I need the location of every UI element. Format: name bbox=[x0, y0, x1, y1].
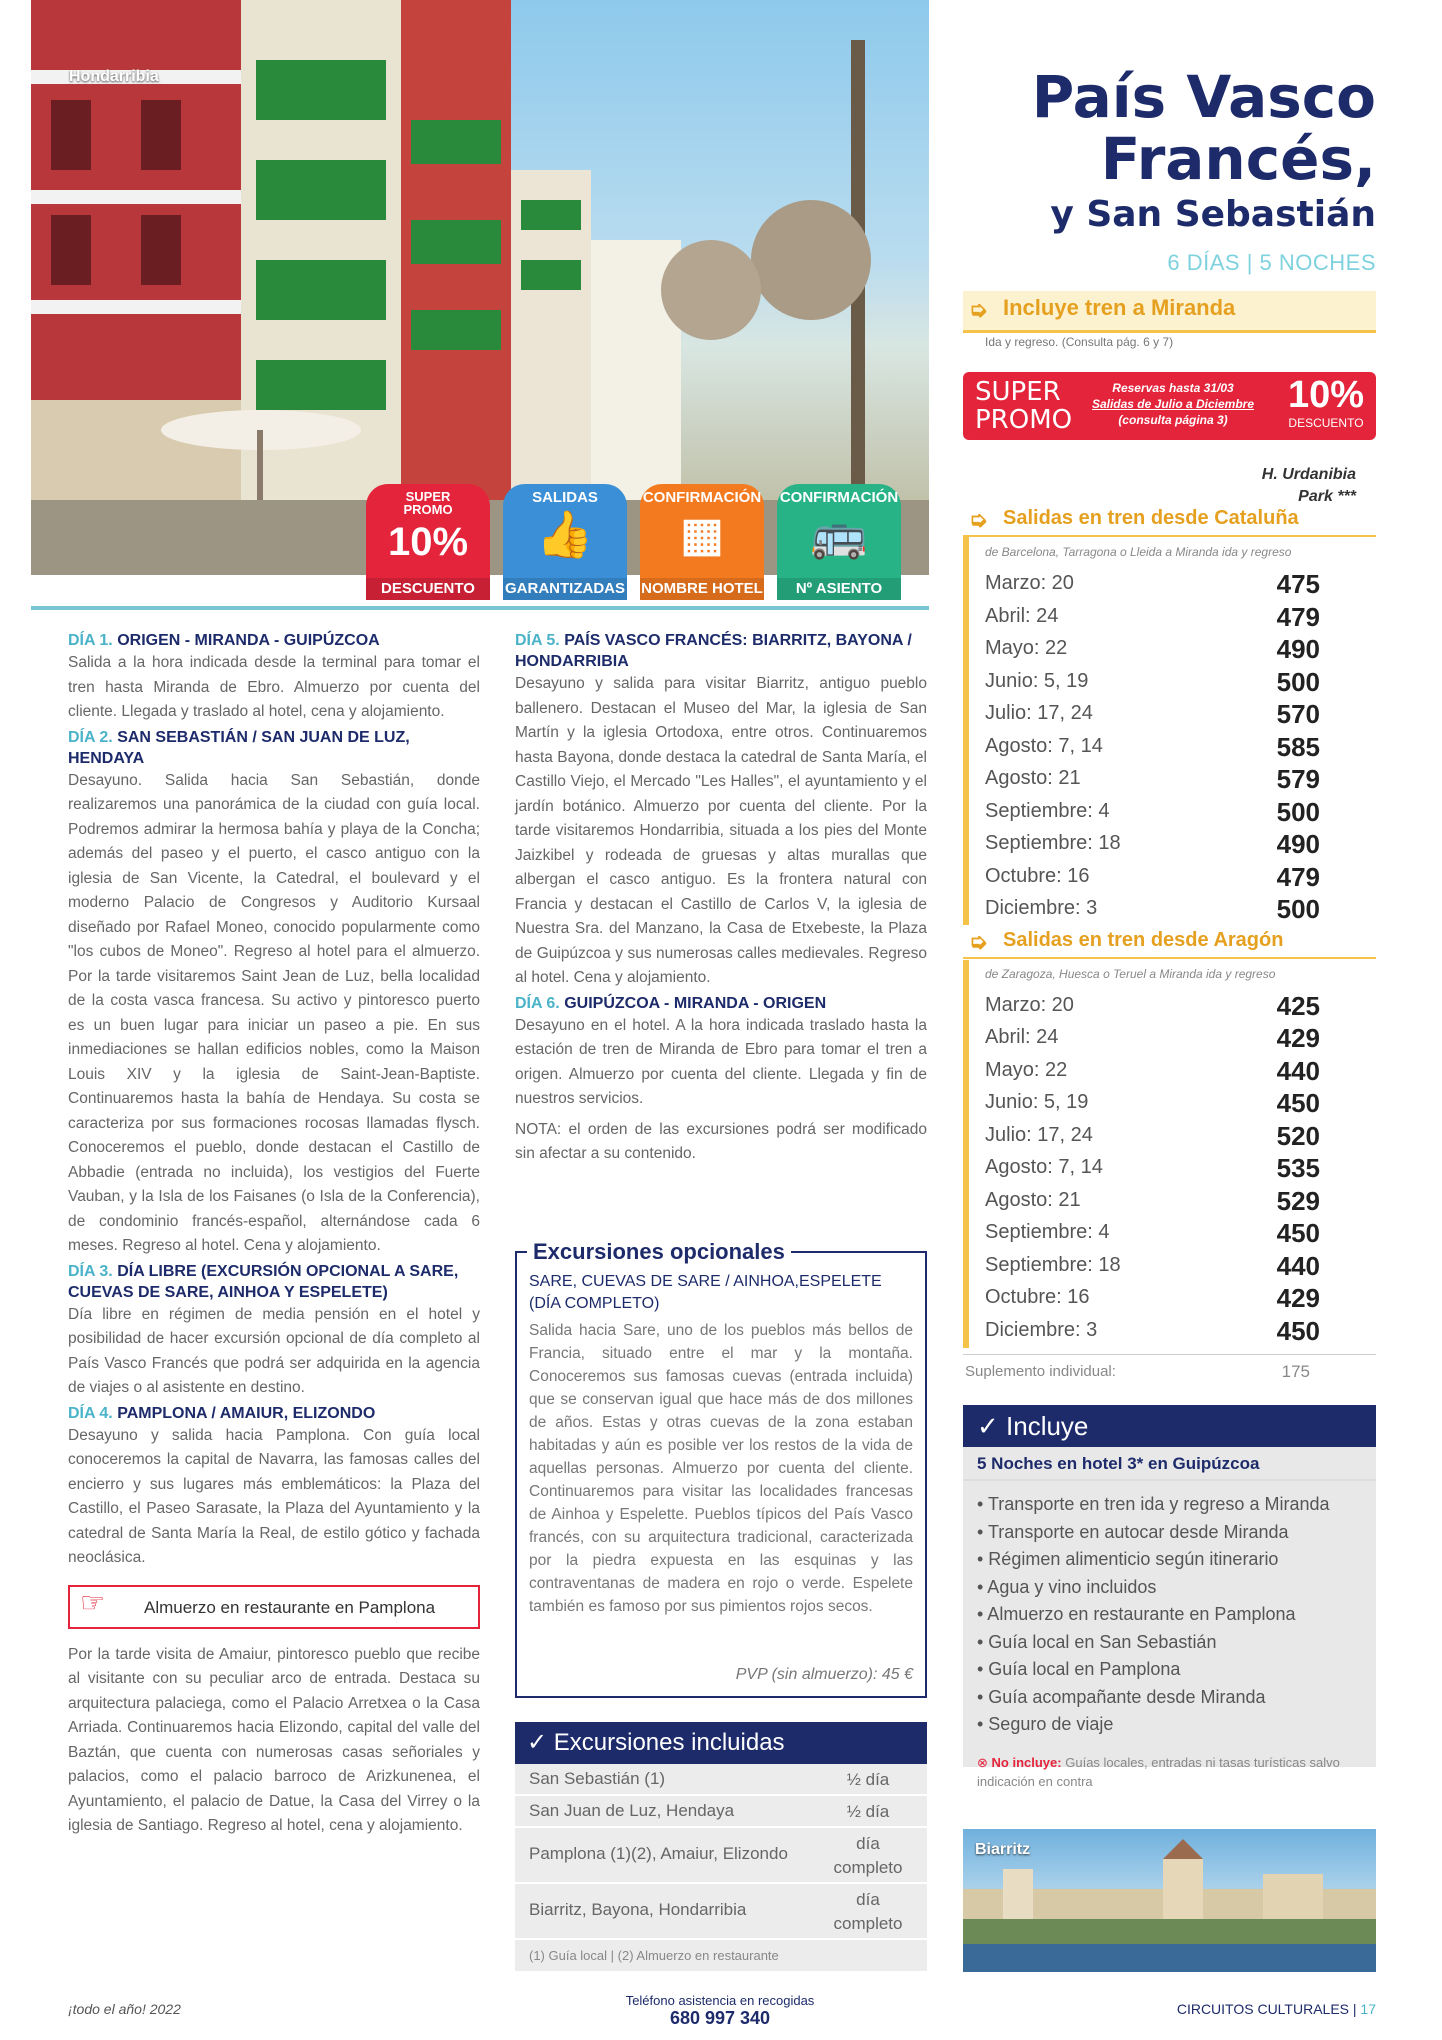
price: 490 bbox=[1276, 634, 1320, 664]
departure-date: Septiembre: 4 bbox=[985, 799, 1110, 822]
section-title: Salidas en tren desde Cataluña bbox=[1003, 507, 1299, 529]
price: 450 bbox=[1276, 1218, 1320, 1248]
day-heading: PAÍS VASCO FRANCÉS: BIARRITZ, BAYONA / HONDARRIBIA bbox=[515, 632, 912, 670]
day-1-text: Salida a la hora indicada desde la terminal para tomar el tren hasta Miranda de Ebro. Almuerzo por cuenta del cliente. Llegada y traslado al hotel, cena y alojamiento. bbox=[68, 654, 480, 720]
departure-date: Junio: 5, 19 bbox=[985, 669, 1089, 692]
excursion-row bbox=[515, 1796, 927, 1828]
departure-date: Diciembre: 3 bbox=[985, 897, 1098, 919]
day-heading: SAN SEBASTIÁN / SAN JUAN DE LUZ, HENDAYA bbox=[68, 728, 410, 767]
excursiones-incluidas bbox=[515, 1722, 927, 1971]
price-row bbox=[963, 1314, 1376, 1347]
suplemento-price: 175 bbox=[1281, 1362, 1310, 1381]
departure-date: Octubre: 16 bbox=[985, 864, 1090, 887]
almuerzo-callout bbox=[68, 1585, 480, 1629]
price: 579 bbox=[1276, 764, 1320, 794]
day-1-title bbox=[68, 630, 480, 651]
section-title: Salidas en tren desde Aragón bbox=[1003, 928, 1284, 951]
almuerzo-text: Almuerzo en restaurante en Pamplona bbox=[144, 1597, 436, 1617]
promo-percent: 10% bbox=[1287, 374, 1364, 416]
day-5-title bbox=[515, 630, 927, 672]
incluidas-title: ✓ Excursiones incluidas bbox=[515, 1722, 927, 1764]
pointing-hand-icon: ☞ bbox=[80, 1586, 106, 1618]
excursion-row bbox=[515, 1764, 927, 1796]
promo-label bbox=[975, 378, 1072, 434]
departure-date: Abril: 24 bbox=[985, 1026, 1059, 1048]
footer-left: ¡todo el año! 2022 bbox=[68, 2001, 181, 2017]
day-number: DÍA 3. bbox=[68, 1262, 113, 1280]
day-4-title bbox=[68, 1403, 480, 1424]
incluye-item: • Guía acompañante desde Miranda bbox=[977, 1686, 1266, 1707]
day-6-title bbox=[515, 993, 927, 1014]
footer-phone bbox=[600, 1993, 840, 2029]
badge-bottom-label: GARANTIZADAS bbox=[503, 578, 627, 600]
price: 440 bbox=[1276, 1055, 1320, 1086]
excursion-name: San Sebastián (1) bbox=[529, 1769, 666, 1788]
price: 475 bbox=[1276, 569, 1320, 599]
price: 585 bbox=[1276, 731, 1320, 762]
day-heading: ORIGEN - MIRANDA - GUIPÚZCOA bbox=[117, 632, 380, 649]
day-4-text: Desayuno y salida hacia Pamplona. Con guía local conoceremos la capital de Navarra, las famosas calles del encierro y sus lugares más emblemáticos: la Plaza del Castillo, el Paseo Sarasate, la Plaza del Ayuntamiento y la catedral de Santa María la Real, de estilo gótico y fachada neoclásica. bbox=[68, 1426, 480, 1566]
departure-date: Mayo: 22 bbox=[985, 637, 1068, 659]
price: 479 bbox=[1276, 601, 1320, 632]
price-row bbox=[963, 697, 1376, 730]
promo-conditions bbox=[1083, 380, 1263, 428]
opcional-text: Salida hacia Sare, uno de los pueblos más bellos de Francia, situado entre el mar y la montaña. Conoceremos sus famosas cuevas (entrada incluida) que se conservan igual que hace más de dos millones de años. Estas y otras cuevas de la zona estaban habitadas y aún es posible ver los restos de la vida de aquellas personas. Almuerzo por cuenta del cliente. Continuaremos para visitar las localidades francesas de Ainhoa y Espelette. Pueblos típicos del País Vasco francés, con su arquitectura tradicional, caracterizada por la piedra expuesta en las esquinas y las contraventanas de madera en rojo o verde. Espelete también es famoso por sus pimientos rojos secos. bbox=[529, 1322, 913, 1615]
page-number: 17 bbox=[1360, 2001, 1376, 2017]
departure-date: Diciembre: 3 bbox=[985, 1318, 1098, 1341]
footer-section: CIRCUITOS CULTURALES | bbox=[1176, 2001, 1357, 2017]
price: 500 bbox=[1276, 894, 1320, 924]
arrow-right-icon: ➭ bbox=[969, 928, 988, 954]
price-row bbox=[963, 567, 1376, 600]
departure-date: Marzo: 20 bbox=[985, 993, 1074, 1016]
departure-date: Abril: 24 bbox=[985, 604, 1059, 627]
badge-top-label: CONFIRMACIÓN bbox=[642, 489, 762, 506]
promo-condition-2: Salidas de Julio a Diciembre bbox=[1091, 397, 1255, 411]
price: 529 bbox=[1276, 1185, 1320, 1216]
incluye-item: • Transporte en tren ida y regreso a Miranda bbox=[977, 1494, 1330, 1514]
incluye-item: • Seguro de viaje bbox=[977, 1714, 1114, 1734]
price: 450 bbox=[1276, 1315, 1320, 1346]
price-row bbox=[963, 1281, 1376, 1314]
hotel-name-1: H. Urdanibia bbox=[1261, 466, 1356, 483]
suplemento-label: Suplemento individual: bbox=[965, 1363, 1116, 1380]
day-5-text: Desayuno y salida para visitar Biarritz, antiguo pueblo ballenero. Destacan el Museo del Mar, la iglesia de San Martín y la iglesia Ortodoxa, entre otros. Continuaremos hasta Bayona, donde destaca la catedral de Santa María, el Castillo Viejo, el Mercado "Les Halles", el ayuntamiento y el jardín botánico. Almuerzo por cuenta del cliente. Por la tarde visitaremos Hondarribia, situada a los pies del Monte Jaizkibel y rodeada de gruesas y altas murallas que albergan el casco antiguo. Es la frontera natural con Francia y destacan el Castillo de Carlos V, la iglesia de Nuestra Sra. del Manzano, la Casa de Etxebeste, la Plaza de Guipúzcoa y sus numerosas calles medievales. Regreso al hotel. Cena y alojamiento. bbox=[515, 675, 927, 986]
incluye-item: • Almuerzo en restaurante en Pamplona bbox=[977, 1604, 1296, 1624]
price-row bbox=[963, 1249, 1376, 1282]
price-table bbox=[963, 503, 1376, 1388]
excursion-duration: día completo bbox=[833, 1890, 903, 1933]
page-title bbox=[1031, 63, 1376, 276]
price-row bbox=[963, 1119, 1376, 1152]
thumbs-up-icon: 👍 bbox=[536, 508, 594, 560]
day-heading: DÍA LIBRE (EXCURSIÓN OPCIONAL A SARE, CUEVAS DE SARE, AINHOA Y ESPELETE) bbox=[68, 1262, 459, 1301]
departure-date: Marzo: 20 bbox=[985, 572, 1074, 594]
price: 479 bbox=[1276, 861, 1320, 892]
day-2-title bbox=[68, 727, 480, 769]
price-row bbox=[963, 989, 1376, 1022]
departure-date: Julio: 17, 24 bbox=[985, 702, 1093, 724]
incluidas-footnote: (1) Guía local | (2) Almuerzo en restaurante bbox=[515, 1940, 927, 1971]
no-incluye-label: No incluye: bbox=[991, 1754, 1062, 1770]
price-row bbox=[963, 860, 1376, 893]
price-row bbox=[963, 1151, 1376, 1184]
incluye-item: • Guía local en San Sebastián bbox=[977, 1631, 1217, 1652]
departure-date: Agosto: 21 bbox=[985, 767, 1081, 789]
price-row bbox=[963, 892, 1376, 925]
day-heading: GUIPÚZCOA - MIRANDA - ORIGEN bbox=[564, 994, 827, 1012]
departure-date: Septiembre: 18 bbox=[985, 1253, 1121, 1276]
departure-date: Junio: 5, 19 bbox=[985, 1091, 1089, 1113]
excursion-duration: ½ día bbox=[846, 1802, 890, 1821]
promo-label-2: PROMO bbox=[975, 405, 1073, 435]
badge-asiento bbox=[777, 484, 901, 600]
departure-date: Agosto: 7, 14 bbox=[985, 734, 1103, 757]
price: 500 bbox=[1276, 666, 1320, 697]
title-line-2: Francés, bbox=[1100, 125, 1376, 193]
price-row bbox=[963, 762, 1376, 795]
incluye-hotel: 5 Noches en hotel 3* en Guipúzcoa bbox=[963, 1447, 1376, 1481]
badge-top-label: SUPER PROMO bbox=[403, 489, 453, 517]
badge-bottom-label: Nº ASIENTO bbox=[777, 578, 901, 600]
hotel-name-2: Park *** bbox=[1298, 488, 1356, 505]
excursion-name: Biarritz, Bayona, Hondarribia bbox=[529, 1900, 747, 1919]
no-incluye bbox=[963, 1739, 1376, 1791]
day-number: DÍA 2. bbox=[68, 728, 113, 746]
price: 520 bbox=[1276, 1120, 1320, 1151]
price-row bbox=[963, 1021, 1376, 1054]
departure-date: Agosto: 7, 14 bbox=[985, 1156, 1103, 1178]
hero-photo bbox=[31, 0, 929, 597]
footer-phone-label: Teléfono asistencia en recogidas bbox=[625, 1993, 815, 2008]
price-row bbox=[963, 1184, 1376, 1217]
promo-label-1: SUPER bbox=[975, 377, 1061, 407]
day-4-text-2: Por la tarde visita de Amaiur, pintoresco pueblo que recibe al visitante con su peculiar arco de entrada. Destaca su arquitectura palaciega, como el Palacio Arretxea o la Casa Arriada. Continuaremos hacia Elizondo, capital del valle del Baztán, que cuenta con numerosas casas señoriales y palacios, como el palacio barroco de Arizkunenea, el Ayuntamiento, el palacio de Datue, la Casa del Virrey o la iglesia de Santiago. Regreso al hotel, cena y alojamiento. bbox=[68, 1645, 480, 1834]
itinerary-column-1 bbox=[68, 630, 480, 1841]
incluye-item: • Guía local en Pamplona bbox=[977, 1659, 1181, 1679]
badge-super-promo bbox=[366, 484, 490, 600]
badge-percent: 10% bbox=[387, 520, 469, 564]
itinerary-column-2 bbox=[515, 630, 927, 1169]
price: 440 bbox=[1276, 1250, 1320, 1281]
incluye-item: • Régimen alimenticio según itinerario bbox=[977, 1549, 1279, 1569]
suplemento-row bbox=[963, 1354, 1376, 1388]
opcional-subtitle: SARE, CUEVAS DE SARE / AINHOA,ESPELETE (DÍA COMPLETO) bbox=[529, 1273, 882, 1312]
excursion-name: Pamplona (1)(2), Amaiur, Elizondo bbox=[529, 1844, 788, 1863]
tren-title: Incluye tren a Miranda bbox=[1003, 295, 1236, 320]
day-heading: PAMPLONA / AMAIUR, ELIZONDO bbox=[117, 1404, 376, 1422]
trip-duration: 6 DÍAS | 5 NOCHES bbox=[1167, 250, 1376, 275]
badge-top-label: CONFIRMACIÓN bbox=[779, 489, 899, 506]
opcional-price: PVP (sin almuerzo): 45 € bbox=[735, 1666, 913, 1683]
footer-phone-number: 680 997 340 bbox=[669, 2008, 771, 2028]
promo-condition-1: Reservas hasta 31/03 bbox=[1112, 381, 1234, 395]
day-3-title bbox=[68, 1261, 480, 1303]
price-row bbox=[963, 1054, 1376, 1087]
day-3-text: Día libre en régimen de media pensión en el hotel y posibilidad de hacer excursión opcional de día completo al País Vasco Francés que podrá ser adquirida en la agencia de viajes o al asistente en destino. bbox=[68, 1305, 480, 1396]
badge-hotel bbox=[640, 484, 764, 600]
price-note: de Zaragoza, Huesca o Teruel a Miranda ida y regreso bbox=[985, 966, 1276, 981]
nota-text: NOTA: el orden de las excursiones podrá ser modificado sin afectar a su contenido. bbox=[515, 1120, 927, 1162]
price: 429 bbox=[1276, 1283, 1320, 1313]
price-row bbox=[963, 665, 1376, 698]
title-line-1: País Vasco bbox=[1031, 63, 1376, 131]
divider bbox=[31, 606, 929, 610]
incluye-title: ✓ Incluye bbox=[963, 1405, 1376, 1447]
excursion-duration: día completo bbox=[833, 1834, 903, 1877]
excursiones-opcionales bbox=[515, 1239, 927, 1698]
departure-date: Agosto: 21 bbox=[985, 1188, 1081, 1211]
arrow-right-icon: ➭ bbox=[969, 507, 988, 532]
building-icon: ▦ bbox=[680, 508, 724, 560]
tren-banner bbox=[963, 291, 1376, 349]
photo-caption: Hondarribia bbox=[69, 68, 159, 85]
price-row bbox=[963, 730, 1376, 763]
incluye-box bbox=[963, 1405, 1376, 1789]
hotel-name bbox=[1262, 464, 1356, 508]
price: 450 bbox=[1276, 1088, 1320, 1118]
cancel-icon: ⊗ bbox=[977, 1754, 988, 1770]
departure-date: Julio: 17, 24 bbox=[985, 1123, 1093, 1146]
price: 500 bbox=[1276, 796, 1320, 827]
incluye-list bbox=[963, 1481, 1376, 1739]
incluye-item: • Agua y vino incluidos bbox=[977, 1576, 1157, 1597]
day-2-text: Desayuno. Salida hacia San Sebastián, donde realizaremos una panorámica de la ciudad con guía local. Podremos admirar la hermosa bahía y playa de la Concha; además del paseo y el puerto, el casco antiguo con la iglesia de San Vicente, la Catedral, el boulevard y el moderno Palacio de Congresos y Auditorio Kursaal diseñado por Rafael Moneo, conocido popularmente como "los cubos de Moneo". Regreso al hotel para el almuerzo. Por la tarde visitaremos Saint Jean de Luz, bella localidad de la costa vasca francesa. Su activo y pintoresco puerto es un buen lugar para iniciar un paseo a pie. En sus inmediaciones se hallan edificios nobles, como la Maison Louis XIV y la iglesia de Saint-Jean-Baptiste. Continuaremos hasta la bahía de Hendaya. Su costa se caracteriza por sus formaciones rocosas llamadas flysch. Conoceremos el pueblo, donde destacan el Castillo de Abbadie (entrada no incluida), los vestigios del Fuerte Vauban, y la Isla de los Faisanes (o Isla de la Conferencia), de condominio francés-español, alternándose cada 6 meses. Regreso al hotel. Cena y alojamiento. bbox=[68, 771, 480, 1254]
day-number: DÍA 4. bbox=[68, 1404, 113, 1422]
opcional-title: Excursiones opcionales bbox=[527, 1239, 791, 1265]
price: 535 bbox=[1276, 1153, 1320, 1183]
promo-discount bbox=[1288, 374, 1364, 430]
departure-date: Octubre: 16 bbox=[985, 1286, 1090, 1308]
price-row bbox=[963, 632, 1376, 665]
day-number: DÍA 6. bbox=[515, 994, 560, 1012]
price: 429 bbox=[1276, 1023, 1320, 1053]
bus-icon: 🚌 bbox=[810, 508, 868, 560]
badge-bottom-label: DESCUENTO bbox=[366, 578, 490, 600]
price-row bbox=[963, 1216, 1376, 1249]
price-row bbox=[963, 600, 1376, 633]
day-6-text: Desayuno en el hotel. A la hora indicada traslado hasta la estación de tren de Miranda de Ebro para tomar el tren a origen. Almuerzo por cuenta del cliente. Llegada y fin de nuestros servicios. bbox=[515, 1016, 927, 1107]
section-header-aragon bbox=[963, 925, 1376, 959]
tren-subtitle: Ida y regreso. (Consulta pág. 6 y 7) bbox=[985, 335, 1174, 349]
promo-condition-3: (consulta página 3) bbox=[1118, 413, 1228, 427]
price-row bbox=[963, 1086, 1376, 1119]
excursion-duration: ½ día bbox=[846, 1770, 890, 1789]
price: 570 bbox=[1276, 699, 1320, 729]
biarritz-photo bbox=[963, 1829, 1376, 1972]
price-row bbox=[963, 827, 1376, 860]
no-incluye-text: Guías locales, entradas ni tasas turísticas salvo indicación en contra bbox=[977, 1754, 1340, 1789]
section-header-cataluna bbox=[963, 503, 1376, 537]
day-number: DÍA 5. bbox=[515, 632, 560, 649]
price: 490 bbox=[1276, 829, 1320, 859]
photo-caption: Biarritz bbox=[975, 1841, 1031, 1858]
incluye-item: • Transporte en autocar desde Miranda bbox=[977, 1521, 1289, 1542]
departure-date: Mayo: 22 bbox=[985, 1058, 1068, 1081]
excursion-row bbox=[515, 1884, 927, 1940]
footer-right bbox=[1177, 2001, 1376, 2017]
price-note: de Barcelona, Tarragona o Lleida a Miranda ida y regreso bbox=[985, 545, 1292, 559]
excursion-name: San Juan de Luz, Hendaya bbox=[529, 1801, 735, 1820]
price-row bbox=[963, 795, 1376, 828]
day-number: DÍA 1. bbox=[68, 632, 113, 649]
excursion-row bbox=[515, 1828, 927, 1884]
badge-bottom-label: NOMBRE HOTEL bbox=[640, 578, 764, 600]
arrow-right-icon: ➭ bbox=[969, 297, 988, 322]
badge-top-label: SALIDAS bbox=[532, 489, 598, 506]
promo-desc: DESCUENTO bbox=[1288, 416, 1364, 430]
departure-date: Septiembre: 4 bbox=[985, 1221, 1110, 1243]
price: 425 bbox=[1276, 990, 1320, 1021]
departure-date: Septiembre: 18 bbox=[985, 832, 1121, 854]
super-promo-banner bbox=[963, 372, 1376, 440]
badge-salidas bbox=[503, 484, 627, 600]
title-line-3: y San Sebastián bbox=[1050, 194, 1376, 235]
